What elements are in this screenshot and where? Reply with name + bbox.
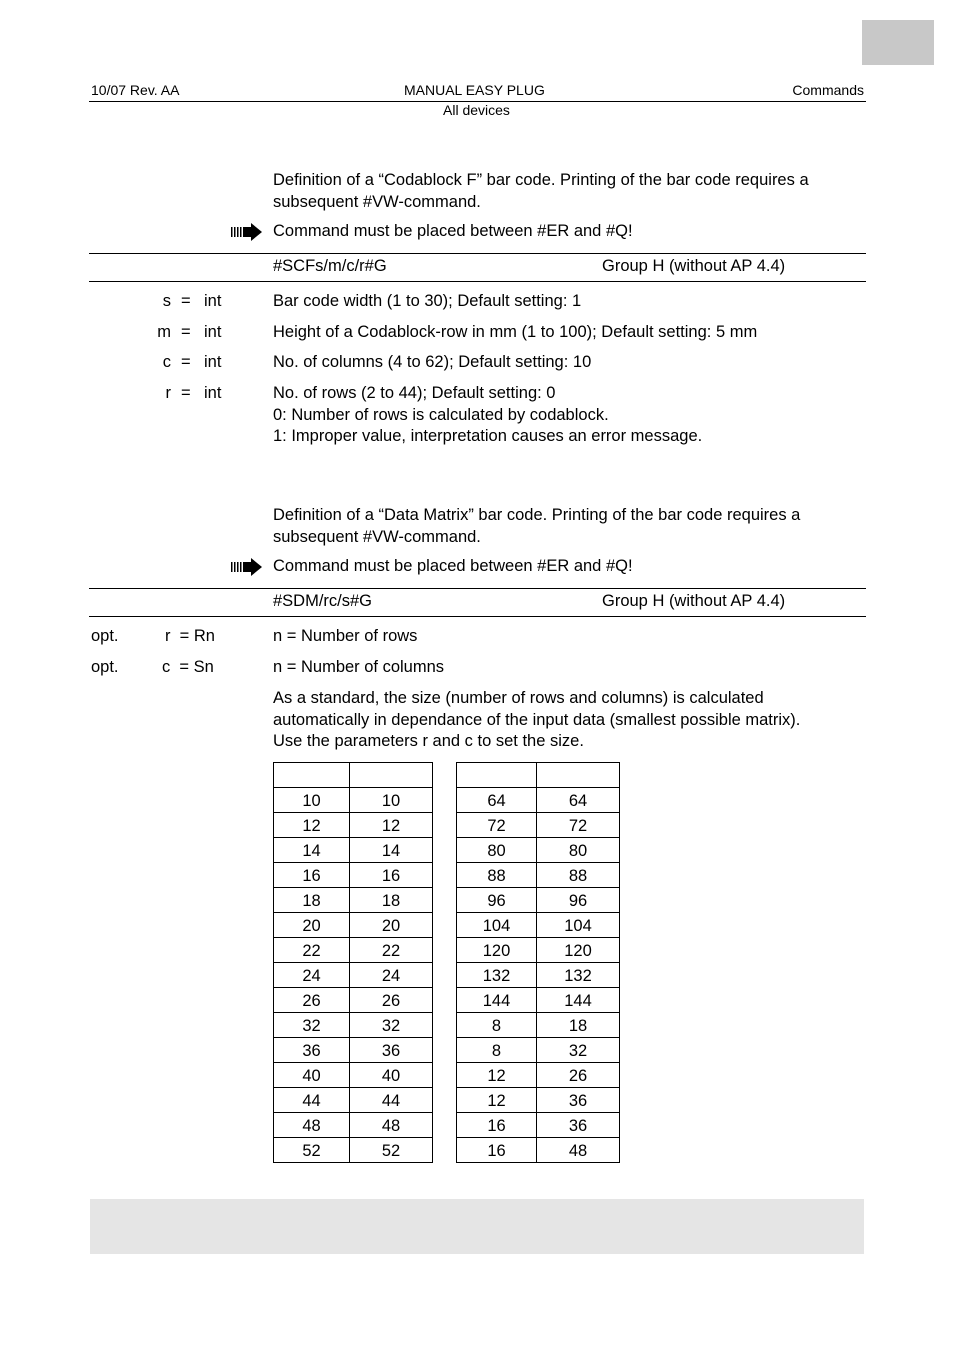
scf-syntax: #SCFs/m/c/r#G [273,257,387,275]
rows-cell: 16 [274,863,350,888]
columns-cell: 36 [350,1038,433,1063]
columns-cell: 22 [350,938,433,963]
columns-cell: 32 [350,1013,433,1038]
size-table-1 [273,762,433,1163]
rows-cell: 20 [274,913,350,938]
table-row [274,1013,433,1038]
rows-cell: 16 [457,1113,537,1138]
table-row [457,988,620,1013]
rows-cell: 32 [274,1013,350,1038]
columns-cell: 40 [350,1063,433,1088]
columns-cell: 36 [537,1088,620,1113]
rows-cell: 14 [274,838,350,863]
table-row [457,913,620,938]
rows-cell: 64 [457,788,537,813]
table-row [274,1113,433,1138]
scf-param-name: m [157,323,171,341]
table-row [457,1038,620,1063]
rows-cell: 52 [274,1138,350,1163]
scf-param-type: int [204,323,222,341]
sdm-param-opt: opt. [91,627,119,645]
table-row [457,1113,620,1138]
sdm-info: As a standard, the size (number of rows and columns) is calculated automatically in dependance of the input data (smallest possible matrix). Use the parameters r and c to set the size. [273,689,801,750]
rows-cell: 120 [457,938,537,963]
rows-cell: 144 [457,988,537,1013]
table-header-row [457,763,620,788]
scf-param-desc: No. of columns (4 to 62); Default setting: 10 [273,353,592,371]
columns-cell: 24 [350,963,433,988]
table-row [457,1138,620,1163]
scf-param-name: c [162,353,171,371]
rows-cell: 36 [274,1038,350,1063]
rows-cell: 72 [457,813,537,838]
table-row [457,963,620,988]
scf-param-equals: = [181,292,191,310]
columns-cell: 14 [350,838,433,863]
scf-note: Command must be placed between #ER and #Q! [273,222,633,240]
rows-cell: 40 [274,1063,350,1088]
table-row [274,813,433,838]
columns-cell: 104 [537,913,620,938]
table-row [274,1063,433,1088]
scf-param-type: int [204,384,222,402]
arrow-icon [231,558,263,576]
rows-cell: 48 [274,1113,350,1138]
scf-param-desc: 1: Improper value, interpretation causes an error message. [273,427,703,445]
scf-param-name: r [165,384,171,402]
rule [89,253,866,254]
table-row [274,788,433,813]
table-row [274,963,433,988]
columns-cell: 20 [350,913,433,938]
rows-cell: 18 [274,888,350,913]
table-row [457,1013,620,1038]
scf-param-name: s [162,292,171,310]
table-row [457,938,620,963]
columns-cell: 18 [537,1013,620,1038]
header-title: MANUAL EASY PLUG [404,82,545,98]
rows-cell: 44 [274,1088,350,1113]
columns-cell: 80 [537,838,620,863]
rows-cell: 12 [274,813,350,838]
rows-cell: 16 [457,1138,537,1163]
rows-cell: 24 [274,963,350,988]
rows-cell: 12 [457,1088,537,1113]
table-row [457,838,620,863]
table-row [274,913,433,938]
columns-cell: 64 [537,788,620,813]
sdm-param-opt: opt. [91,658,119,676]
sdm-param-desc: n = Number of columns [273,658,445,676]
rule [89,281,866,282]
table-row [457,1063,620,1088]
table-row [274,838,433,863]
rule [89,588,866,589]
table-row [274,863,433,888]
rows-cell: 8 [457,1038,537,1063]
table-row [457,813,620,838]
columns-cell: 52 [350,1138,433,1163]
columns-cell: 10 [350,788,433,813]
columns-cell: 26 [350,988,433,1013]
header-cell [274,763,350,788]
columns-cell: 120 [537,938,620,963]
arrow-icon [231,223,263,241]
sdm-syntax: #SDM/rc/s#G [273,592,373,610]
rows-cell: 12 [457,1063,537,1088]
corner-tab [862,20,934,65]
header-cell [457,763,537,788]
scf-description: Definition of a “Codablock F” bar code. Printing of the bar code requires a subsequent #VW-command. [273,171,809,211]
rows-cell: 10 [274,788,350,813]
scf-param-desc: 0: Number of rows is calculated by codablock. [273,405,609,424]
scf-param-desc: Height of a Codablock-row in mm (1 to 100); Default setting: 5 mm [273,323,758,341]
scf-param-desc: Bar code width (1 to 30); Default setting: 1 [273,292,582,310]
scf-param-equals: = [181,323,191,341]
columns-cell: 88 [537,863,620,888]
columns-cell: 16 [350,863,433,888]
columns-cell: 12 [350,813,433,838]
columns-cell: 36 [537,1113,620,1138]
sdm-note: Command must be placed between #ER and #Q! [273,557,633,575]
rows-cell: 96 [457,888,537,913]
columns-cell: 48 [350,1113,433,1138]
table-row [457,1088,620,1113]
table-row [274,888,433,913]
sdm-group: Group H (without AP 4.4) [602,592,786,610]
rows-cell: 104 [457,913,537,938]
sdm-param-name: r = Rn [165,627,215,645]
table-row [457,888,620,913]
rows-cell: 88 [457,863,537,888]
table-row [274,988,433,1013]
header-section: Commands [792,82,864,98]
sdm-param-desc: n = Number of rows [273,627,418,645]
header-cell [350,763,433,788]
sdm-description: Definition of a “Data Matrix” bar code. Printing of the bar code requires a subsequent #VW-command. [273,506,801,546]
table-row [274,1088,433,1113]
header-subtitle: All devices [443,102,510,118]
sdm-param-name: c = Sn [162,658,214,676]
table-row [457,863,620,888]
header-revision: 10/07 Rev. AA [91,82,180,98]
rows-cell: 132 [457,963,537,988]
table-row [457,788,620,813]
columns-cell: 18 [350,888,433,913]
rule [89,616,866,617]
header-cell [537,763,620,788]
table-row [274,1038,433,1063]
table-row [274,1138,433,1163]
table-header-row [274,763,433,788]
size-table-2 [456,762,620,1163]
scf-param-equals: = [181,353,191,371]
columns-cell: 72 [537,813,620,838]
columns-cell: 48 [537,1138,620,1163]
scf-param-desc: No. of rows (2 to 44); Default setting: 0 [273,384,556,402]
columns-cell: 144 [537,988,620,1013]
rows-cell: 8 [457,1013,537,1038]
columns-cell: 96 [537,888,620,913]
columns-cell: 44 [350,1088,433,1113]
columns-cell: 26 [537,1063,620,1088]
scf-param-type: int [204,353,222,371]
rows-cell: 26 [274,988,350,1013]
scf-param-type: int [204,292,222,310]
scf-param-equals: = [181,384,191,402]
footer-bar [90,1199,864,1254]
table-row [274,938,433,963]
rows-cell: 80 [457,838,537,863]
columns-cell: 132 [537,963,620,988]
scf-group: Group H (without AP 4.4) [602,257,786,275]
columns-cell: 32 [537,1038,620,1063]
rows-cell: 22 [274,938,350,963]
